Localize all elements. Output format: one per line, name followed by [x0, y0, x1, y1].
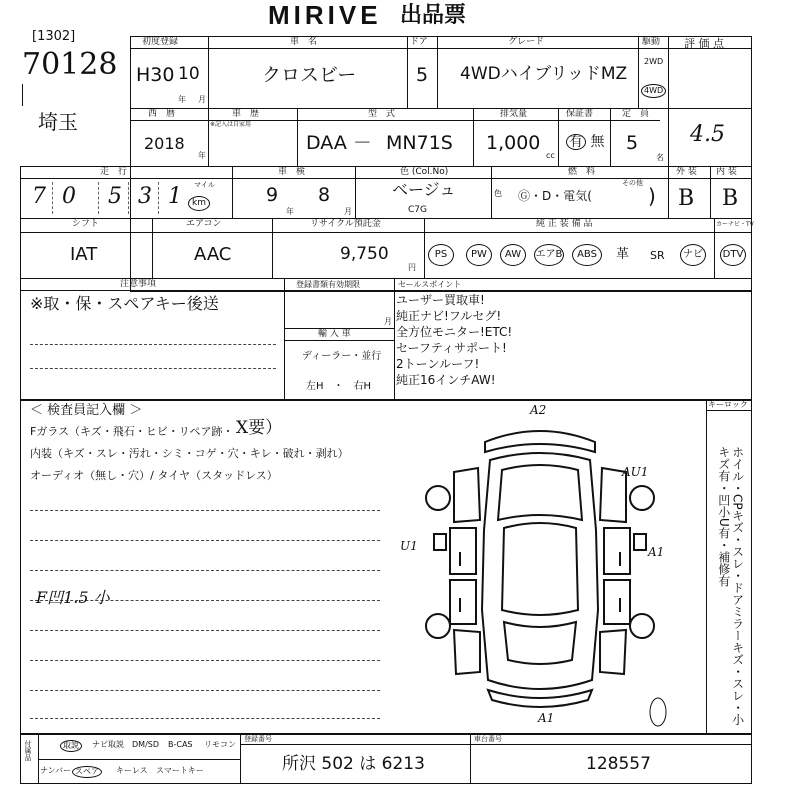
equip-dtv: DTV: [720, 244, 746, 266]
capacity: 5: [626, 132, 639, 154]
equip-aw: AW: [500, 244, 526, 266]
model-prefix: DAA －: [306, 132, 372, 154]
warranty-no: 無: [590, 134, 605, 150]
equip-airbag: エアB: [534, 244, 564, 266]
car-name-header: 車 名: [290, 37, 318, 47]
acc-manual: 取説: [60, 740, 82, 752]
acc-spare: スペア: [72, 766, 102, 778]
first-reg-header: 初度登録: [142, 37, 179, 47]
drive-2wd: 2WD: [644, 57, 664, 66]
car-name: クロスビー: [262, 64, 357, 86]
notes-text: ※取・保・スペアキー後送: [30, 294, 219, 313]
registration-number: 所沢 502 は 6213: [282, 754, 425, 774]
inspector-header: ＜ 検査員記入欄 ＞: [30, 403, 143, 418]
inspection-month: 8: [318, 184, 331, 206]
acc-dm-sd: DM/SD: [132, 740, 159, 749]
doc-title: 出品票: [400, 2, 467, 27]
grade-header: グレード: [508, 37, 545, 47]
aircon-value: AAC: [194, 244, 232, 265]
interior-line: 内装（キズ・スレ・汚れ・シミ・コゲ・穴・キレ・破れ・剥れ）: [30, 447, 349, 460]
fuel-options: Ⓖ・D・電気(: [518, 189, 592, 203]
glass-mark: X要）: [236, 418, 283, 438]
handwritten-note: F凹1.5 小: [36, 588, 110, 607]
sales-point: ユーザー買取車!: [396, 293, 485, 307]
lot-code: [1302]: [32, 29, 76, 44]
acc-navi-manual: ナビ取説: [92, 740, 124, 749]
drive-header: 駆動: [642, 37, 661, 47]
sales-point: 純正ナビ!フルセグ!: [396, 309, 502, 323]
acc-plate: ナンバー: [40, 766, 72, 775]
import-handle: 左H ・ 右H: [306, 381, 372, 392]
shift-value: IAT: [70, 244, 98, 265]
equip-navi: ナビ: [680, 244, 706, 266]
car-damage-diagram: [410, 410, 670, 730]
fukyu-label: 付属品: [24, 740, 32, 761]
inspection-year: 9: [266, 184, 279, 206]
equip-leather: 革: [616, 247, 630, 262]
mark-rear: A1: [538, 711, 555, 725]
region: 埼玉: [38, 110, 78, 134]
reg-era: H30: [136, 64, 175, 86]
sales-point: セーフティサポート!: [396, 341, 507, 355]
audio-line: オーディオ（無し・穴）/ タイヤ（スタッドレス）: [30, 469, 278, 482]
drive-4wd: 4WD: [641, 84, 666, 98]
recycle-fee: 9,750: [340, 244, 389, 264]
model-code: MN71S: [386, 132, 453, 154]
exterior-grade: B: [678, 186, 695, 211]
mark-right-door: A1: [648, 545, 665, 559]
mark-right-fender: AU1: [622, 465, 649, 479]
import-dealer: ディーラー・並行: [302, 351, 382, 362]
glass-line: Fガラス（キズ・飛石・ヒビ・リペア跡・: [30, 425, 234, 438]
sales-point: 全方位モニター!ETC!: [396, 325, 513, 339]
body-color: ベージュ: [392, 180, 456, 199]
displacement: 1,000: [486, 132, 541, 154]
sales-point: 純正16インチAW!: [396, 373, 496, 387]
equip-ps: PS: [428, 244, 454, 266]
side-notes: ホイル・CPキズ・スレ・ドアミラーキズ・スレ・小キズ有・凹小U有・補修有: [716, 446, 745, 726]
rating-value: 4.5: [690, 122, 725, 147]
warranty-yes: 有: [566, 134, 586, 150]
interior-grade: B: [722, 186, 739, 211]
acc-remote: リモコン: [204, 740, 236, 749]
acc-bcas: B-CAS: [168, 740, 193, 749]
lot-number: 70128: [22, 47, 118, 82]
equip-abs: ABS: [572, 244, 602, 266]
door-count: 5: [416, 64, 429, 86]
rating-header: 評 価 点: [684, 37, 724, 50]
brand-logo: MIRIVE: [268, 0, 382, 30]
mark-front: A2: [530, 403, 547, 417]
mileage-digits: 7 0 5 3 1: [32, 184, 182, 209]
frame-number: 128557: [586, 754, 651, 774]
sales-point: 2トーンルーフ!: [396, 357, 480, 371]
mark-left-door: U1: [400, 539, 418, 553]
reg-month: 10: [178, 64, 200, 84]
acc-smartkey: スマートキー: [156, 766, 204, 775]
color-no: C7G: [408, 205, 427, 215]
equip-pw: PW: [466, 244, 492, 266]
km-unit: km: [188, 196, 210, 211]
acc-keyless: キーレス: [116, 766, 148, 775]
grade: 4WDハイブリッドMZ: [460, 64, 628, 84]
equip-sunroof: SR: [650, 249, 665, 262]
year-ad: 2018: [144, 134, 185, 153]
door-header: ドア: [410, 37, 428, 47]
